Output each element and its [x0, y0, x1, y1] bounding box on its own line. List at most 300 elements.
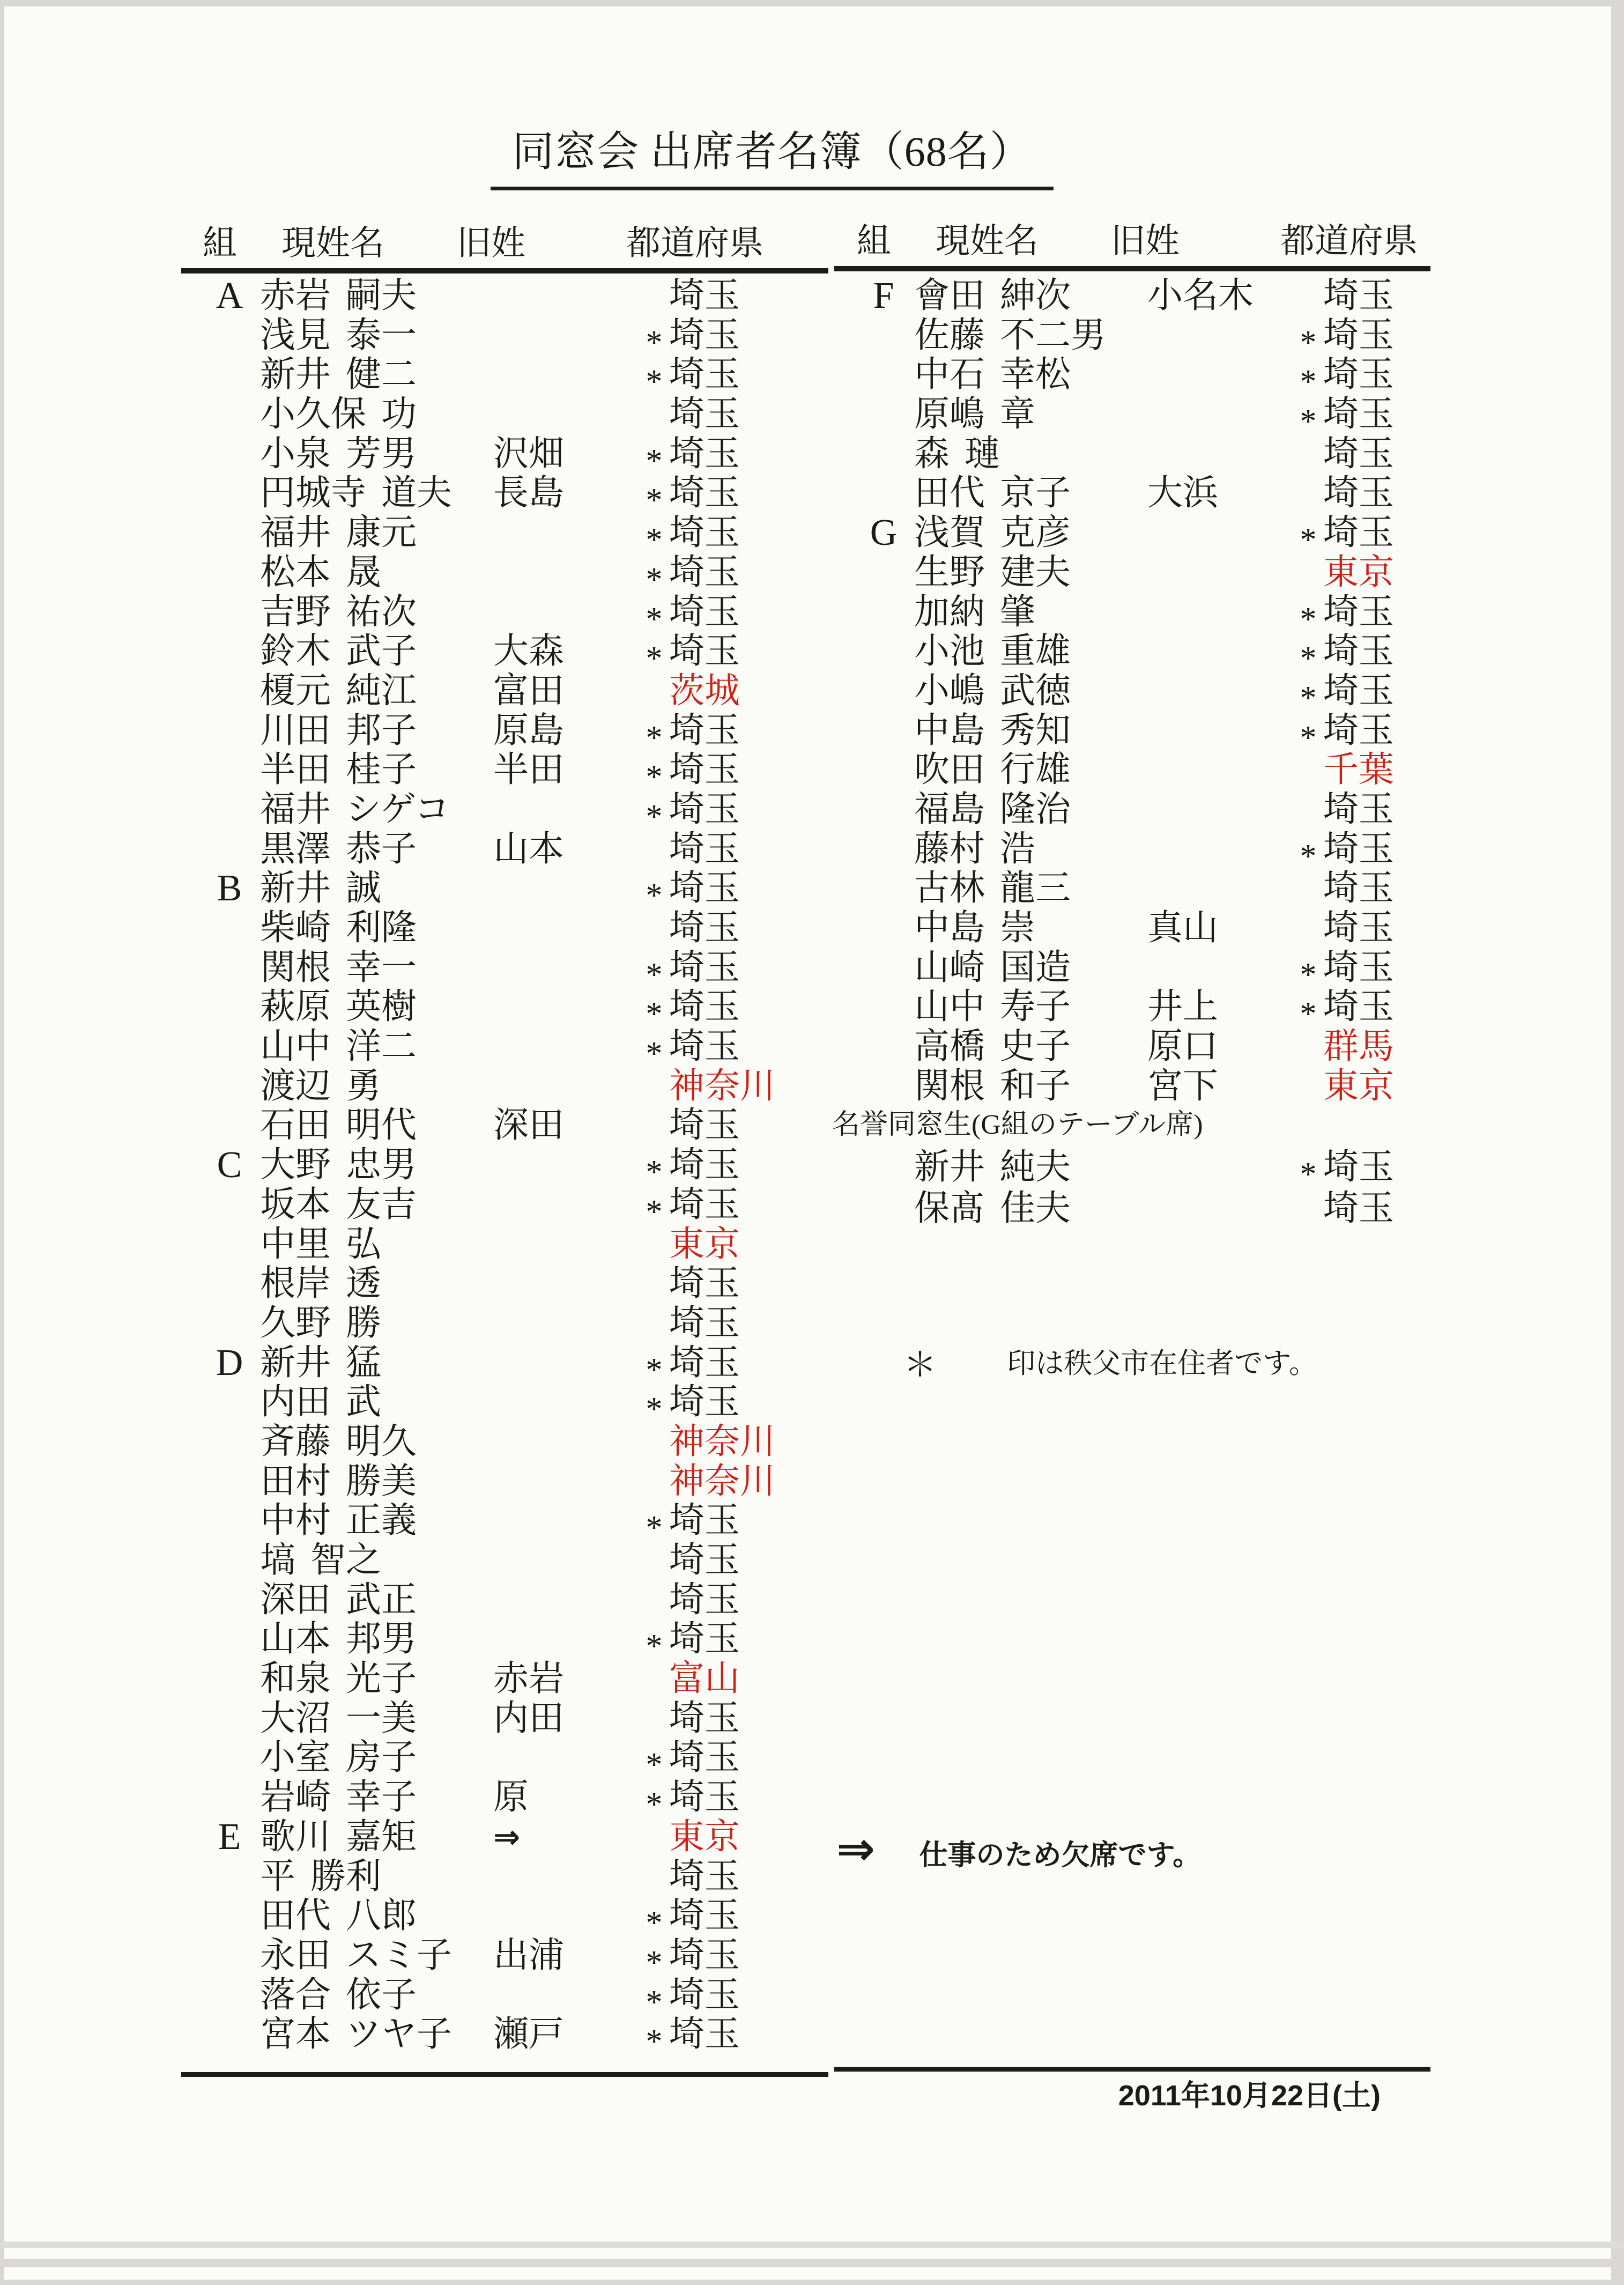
- class-group-letter: E: [218, 1816, 241, 1858]
- member-prefecture: 埼玉: [669, 2015, 740, 2054]
- asterisk-footnote-mark: ＊: [903, 1347, 937, 1384]
- class-group-letter: B: [217, 868, 242, 909]
- member-maiden-name: 原口: [1147, 1027, 1218, 1067]
- chichibu-resident-asterisk: *: [646, 482, 663, 519]
- member-prefecture: 埼玉: [669, 1698, 740, 1738]
- member-surname: 山本: [260, 1620, 331, 1659]
- member-surname: 原嶋: [914, 395, 985, 434]
- header-current-name: 現姓名: [281, 224, 384, 262]
- member-name: [914, 276, 1071, 316]
- member-row: [182, 711, 879, 756]
- member-given-name: 和子: [1000, 1066, 1071, 1106]
- member-maiden-name: 原島: [493, 711, 564, 750]
- member-prefecture: 埼玉: [1323, 355, 1394, 395]
- member-name: [914, 948, 1071, 988]
- chichibu-resident-asterisk: *: [1300, 719, 1317, 756]
- member-given-name: 武: [346, 1382, 381, 1422]
- member-name: [260, 711, 417, 751]
- member-prefecture: 埼玉: [669, 987, 740, 1027]
- member-row: [182, 671, 879, 711]
- member-prefecture: 東京: [1323, 1066, 1394, 1106]
- member-surname: 塙: [260, 1541, 295, 1580]
- member-name: [914, 908, 1035, 948]
- chichibu-resident-asterisk: *: [646, 877, 663, 914]
- member-surname: 小池: [914, 632, 985, 671]
- right-attendee-table: [836, 276, 1533, 1106]
- member-given-name: 祐次: [346, 592, 417, 632]
- member-given-name: 佳夫: [1000, 1189, 1071, 1228]
- member-prefecture: 埼玉: [1323, 513, 1394, 553]
- member-prefecture: 神奈川: [669, 1422, 775, 1461]
- member-maiden-name: 沢畑: [493, 434, 564, 474]
- member-row: [182, 948, 879, 993]
- member-row: [836, 671, 1533, 716]
- member-given-name: 秀知: [1000, 711, 1071, 750]
- member-given-name: 晟: [346, 552, 381, 592]
- member-prefecture: 埼玉: [669, 1145, 740, 1185]
- member-given-name: 誠: [346, 869, 381, 908]
- member-name: [260, 1462, 417, 1502]
- left-table-header: [182, 222, 828, 265]
- scan-edge-left: [0, 0, 4, 2285]
- member-given-name: 重雄: [1000, 632, 1071, 671]
- member-name: [260, 1817, 417, 1857]
- member-name: [260, 1738, 417, 1778]
- member-given-name: 邦子: [346, 711, 417, 750]
- member-prefecture: 埼玉: [669, 395, 740, 434]
- member-row: [182, 868, 879, 914]
- member-given-name: 勇: [346, 1066, 381, 1106]
- member-name: [914, 1067, 1071, 1106]
- member-prefecture: 埼玉: [669, 592, 740, 632]
- member-surname: 福井: [260, 789, 331, 829]
- member-name: [914, 711, 1071, 751]
- member-prefecture: 神奈川: [669, 1066, 775, 1106]
- member-prefecture: 埼玉: [669, 434, 740, 474]
- member-given-name: 依子: [346, 1975, 417, 2015]
- member-row: [836, 315, 1533, 361]
- member-name: [260, 434, 417, 474]
- scan-edge-right: [1611, 0, 1624, 2285]
- member-row: [182, 1462, 879, 1502]
- member-surname: 落合: [260, 1975, 331, 2015]
- member-given-name: 邦男: [346, 1620, 417, 1659]
- member-prefecture: 埼玉: [1323, 315, 1394, 355]
- member-surname: 坂本: [260, 1185, 331, 1224]
- member-row: [182, 750, 879, 796]
- class-group-letter: D: [216, 1342, 243, 1384]
- member-row: [182, 1778, 879, 1823]
- member-row: [182, 1067, 879, 1106]
- member-prefecture: 千葉: [1323, 750, 1394, 790]
- member-prefecture: 埼玉: [669, 1382, 740, 1422]
- member-surname: 加納: [914, 592, 985, 632]
- member-row: [182, 1896, 879, 1942]
- member-surname: 松本: [260, 552, 331, 592]
- header-current-name: 現姓名: [936, 222, 1039, 260]
- member-given-name: 幸子: [346, 1778, 417, 1817]
- member-maiden-name: 小名木: [1147, 276, 1254, 315]
- member-surname: 吉野: [260, 592, 331, 632]
- member-surname: 渡辺: [260, 1066, 331, 1106]
- member-row: [182, 1264, 879, 1304]
- member-surname: 大沼: [260, 1698, 331, 1738]
- title-wrap: [466, 128, 1078, 190]
- member-prefecture: 群馬: [1323, 1027, 1394, 1067]
- member-given-name: 功: [381, 395, 417, 434]
- right-table-bottom-rule: [834, 2067, 1430, 2072]
- member-given-name: 克彦: [1000, 513, 1071, 553]
- member-given-name: スミ子: [346, 1935, 452, 1975]
- member-prefecture: 埼玉: [1323, 671, 1394, 711]
- member-surname: 小嶋: [914, 671, 985, 711]
- member-prefecture: 埼玉: [1323, 789, 1394, 829]
- member-given-name: 泰一: [346, 315, 417, 355]
- header-group: 組: [857, 222, 891, 260]
- member-name: [260, 908, 417, 948]
- header-group: 組: [203, 224, 237, 262]
- member-name: [914, 1148, 1071, 1187]
- member-name: [260, 355, 417, 395]
- member-prefecture: 埼玉: [669, 869, 740, 908]
- member-given-name: 八郎: [346, 1896, 417, 1936]
- member-maiden-name: ⇒: [493, 1818, 521, 1855]
- member-row: [182, 1857, 879, 1897]
- member-surname: 古林: [914, 869, 985, 908]
- member-given-name: 利隆: [346, 908, 417, 948]
- member-row: [836, 1189, 1533, 1230]
- member-prefecture: 埼玉: [1323, 632, 1394, 671]
- chichibu-resident-asterisk: *: [646, 1747, 663, 1784]
- member-name: [914, 987, 1071, 1027]
- member-prefecture: 東京: [669, 1817, 740, 1857]
- member-surname: 川田: [260, 711, 331, 750]
- chichibu-resident-asterisk: *: [646, 996, 663, 1033]
- member-name: [914, 869, 1071, 908]
- member-prefecture: 埼玉: [669, 1975, 740, 2015]
- member-name: [260, 1343, 381, 1383]
- member-surname: 柴崎: [260, 908, 331, 948]
- member-prefecture: 埼玉: [669, 474, 740, 513]
- member-surname: 新井: [914, 1148, 985, 1187]
- member-maiden-name: 宮下: [1147, 1066, 1218, 1106]
- member-prefecture: 埼玉: [669, 355, 740, 395]
- member-given-name: 崇: [1000, 908, 1035, 948]
- member-row: [836, 276, 1533, 316]
- member-maiden-name: 山本: [493, 829, 564, 869]
- member-surname: 吹田: [914, 750, 985, 790]
- member-surname: 半田: [260, 750, 331, 790]
- chichibu-resident-asterisk: *: [1300, 364, 1317, 401]
- member-name: [260, 790, 450, 830]
- member-row: [836, 750, 1533, 790]
- member-row: [836, 512, 1533, 559]
- chichibu-resident-asterisk: *: [1300, 522, 1317, 559]
- document-date: 2011年10月22日(土): [1118, 2080, 1381, 2112]
- member-given-name: 康元: [346, 513, 417, 553]
- member-name: [914, 632, 1071, 671]
- member-prefecture: 埼玉: [1323, 592, 1394, 632]
- member-prefecture: 埼玉: [669, 1185, 740, 1224]
- member-row: [182, 1185, 879, 1230]
- member-surname: 保髙: [914, 1189, 985, 1228]
- chichibu-resident-asterisk: *: [1300, 601, 1317, 638]
- member-surname: 山中: [914, 987, 985, 1027]
- member-name: [914, 395, 1035, 434]
- member-given-name: 道夫: [381, 474, 452, 513]
- member-surname: 田代: [260, 1896, 331, 1936]
- member-row: [182, 434, 879, 479]
- header-maiden-name: 旧姓: [1111, 222, 1180, 260]
- member-surname: 内田: [260, 1382, 331, 1422]
- member-name: [914, 1189, 1071, 1229]
- chichibu-resident-asterisk: *: [1300, 640, 1317, 677]
- chichibu-resident-asterisk: *: [646, 1786, 663, 1823]
- member-prefecture: 埼玉: [669, 632, 740, 671]
- member-surname: 山崎: [914, 948, 985, 987]
- member-surname: 赤岩: [260, 276, 331, 315]
- member-row: [836, 948, 1533, 993]
- member-maiden-name: 富田: [493, 671, 564, 711]
- member-surname: 宮本: [260, 2015, 331, 2054]
- member-maiden-name: 出浦: [493, 1935, 564, 1975]
- member-maiden-name: 内田: [493, 1698, 564, 1738]
- member-name: [914, 513, 1071, 553]
- chichibu-resident-asterisk: *: [646, 601, 663, 638]
- member-row: [836, 908, 1533, 948]
- member-given-name: 純夫: [1000, 1148, 1071, 1187]
- member-row: [182, 474, 879, 519]
- member-surname: 田村: [260, 1461, 331, 1501]
- member-prefecture: 埼玉: [1323, 395, 1394, 434]
- chichibu-resident-asterisk: *: [646, 364, 663, 401]
- scan-artifact-bar: [0, 2242, 1624, 2248]
- chichibu-resident-asterisk: *: [646, 561, 663, 598]
- member-given-name: 龍三: [1000, 869, 1071, 908]
- member-name: [914, 1027, 1071, 1067]
- member-surname: 藤村: [914, 829, 985, 869]
- member-name: [260, 1620, 417, 1659]
- member-prefecture: 埼玉: [669, 789, 740, 829]
- member-row: [182, 1342, 879, 1388]
- chichibu-resident-asterisk: *: [1300, 1156, 1317, 1193]
- member-row: [182, 1580, 879, 1620]
- member-given-name: シゲコ: [346, 789, 450, 829]
- member-name: [260, 1659, 417, 1699]
- member-given-name: 幸松: [1000, 355, 1071, 395]
- chichibu-resident-asterisk: *: [646, 719, 663, 756]
- member-row: [836, 829, 1533, 875]
- member-name: [914, 355, 1071, 395]
- member-given-name: 友吉: [346, 1185, 417, 1224]
- member-surname: 新井: [260, 869, 331, 908]
- member-row: [182, 1144, 879, 1191]
- member-row: [182, 1817, 879, 1857]
- member-prefecture: 埼玉: [669, 1738, 740, 1778]
- chichibu-resident-asterisk: *: [646, 1193, 663, 1230]
- arrow-footnote-mark: ⇒: [836, 1823, 876, 1875]
- member-prefecture: 埼玉: [669, 1935, 740, 1975]
- member-prefecture: 神奈川: [669, 1461, 775, 1501]
- header-prefecture: 都道府県: [626, 224, 763, 262]
- chichibu-resident-asterisk: *: [646, 759, 663, 796]
- member-prefecture: 埼玉: [1323, 908, 1394, 948]
- member-prefecture: 埼玉: [1323, 829, 1394, 869]
- chichibu-resident-asterisk: *: [646, 522, 663, 559]
- member-given-name: 璉: [965, 434, 1000, 474]
- member-name: [260, 948, 417, 988]
- member-given-name: 寿子: [1000, 987, 1071, 1027]
- member-row: [836, 592, 1533, 638]
- member-maiden-name: 真山: [1147, 908, 1218, 948]
- member-row: [182, 1699, 879, 1739]
- member-prefecture: 埼玉: [669, 552, 740, 592]
- member-surname: 新井: [260, 1343, 331, 1382]
- left-attendee-table: [182, 275, 879, 2060]
- member-maiden-name: 大浜: [1147, 474, 1218, 513]
- class-group-letter: A: [216, 275, 243, 316]
- member-name: [260, 1067, 381, 1106]
- member-prefecture: 埼玉: [1323, 711, 1394, 750]
- member-given-name: 桂子: [346, 750, 417, 790]
- member-given-name: 芳男: [346, 434, 417, 474]
- chichibu-resident-asterisk: *: [646, 1628, 663, 1665]
- member-name: [260, 1225, 381, 1264]
- member-row: [182, 513, 879, 559]
- member-name: [260, 632, 417, 671]
- chichibu-resident-asterisk: *: [646, 1036, 663, 1073]
- member-row: [836, 355, 1533, 401]
- member-prefecture: 埼玉: [669, 1343, 740, 1382]
- member-name: [914, 474, 1071, 513]
- chichibu-resident-asterisk: *: [646, 798, 663, 835]
- member-surname: 佐藤: [914, 315, 985, 355]
- member-given-name: 忠男: [346, 1145, 417, 1185]
- member-row: [836, 987, 1533, 1033]
- member-surname: 中石: [914, 355, 985, 395]
- member-surname: 大野: [260, 1145, 331, 1185]
- member-name: [914, 790, 1071, 830]
- member-prefecture: 埼玉: [669, 1106, 740, 1145]
- member-name: [260, 593, 417, 632]
- member-row: [182, 315, 879, 361]
- member-surname: 榎元: [260, 671, 331, 711]
- member-row: [836, 1027, 1533, 1067]
- member-row: [182, 1382, 879, 1428]
- member-surname: 福島: [914, 789, 985, 829]
- member-surname: 小室: [260, 1738, 331, 1778]
- member-row: [182, 1422, 879, 1462]
- member-row: [836, 553, 1533, 593]
- member-name: [260, 513, 417, 553]
- header-prefecture: 都道府県: [1280, 222, 1418, 260]
- member-row: [182, 2015, 879, 2060]
- member-surname: 中島: [914, 711, 985, 750]
- member-surname: 和泉: [260, 1659, 331, 1699]
- chichibu-resident-asterisk: *: [646, 640, 663, 677]
- member-row: [182, 1027, 879, 1073]
- chichibu-resident-asterisk: *: [646, 1944, 663, 1981]
- honorary-alumni-table: [836, 1148, 1533, 1230]
- absence-footnote-text: 仕事のため欠席です。: [919, 1839, 1202, 1871]
- member-given-name: 章: [1000, 395, 1035, 434]
- member-name: [260, 750, 417, 790]
- member-given-name: 武徳: [1000, 671, 1071, 711]
- member-surname: 高橋: [914, 1027, 985, 1067]
- member-name: [914, 316, 1106, 356]
- member-surname: 小久保: [260, 395, 366, 434]
- member-name: [260, 1304, 381, 1343]
- member-name: [260, 1580, 417, 1620]
- member-given-name: 恭子: [346, 829, 417, 869]
- member-maiden-name: 大森: [493, 632, 564, 671]
- member-name: [260, 1027, 417, 1067]
- member-name: [260, 1185, 417, 1225]
- member-maiden-name: 長島: [493, 474, 564, 513]
- member-given-name: 一美: [346, 1698, 417, 1738]
- member-row: [836, 869, 1533, 908]
- member-row: [182, 789, 879, 835]
- member-surname: 山中: [260, 1027, 331, 1067]
- member-row: [836, 711, 1533, 756]
- member-row: [182, 1620, 879, 1665]
- member-prefecture: 埼玉: [1323, 948, 1394, 987]
- member-given-name: 英樹: [346, 987, 417, 1027]
- chichibu-resident-asterisk: *: [646, 2023, 663, 2060]
- member-given-name: 勝利: [310, 1857, 381, 1896]
- right-table-header-rule: [834, 266, 1430, 271]
- member-surname: 関根: [914, 1066, 985, 1106]
- member-given-name: 透: [346, 1264, 381, 1304]
- member-prefecture: 東京: [1323, 552, 1394, 592]
- chichibu-resident-asterisk: *: [1300, 956, 1317, 993]
- member-given-name: 武正: [346, 1580, 417, 1620]
- member-row: [182, 1975, 879, 2021]
- member-surname: 石田: [260, 1106, 331, 1145]
- member-given-name: 嘉矩: [346, 1817, 417, 1857]
- class-group-letter: F: [873, 275, 894, 316]
- member-row: [182, 908, 879, 948]
- member-prefecture: 埼玉: [1323, 1189, 1394, 1228]
- member-given-name: 京子: [1000, 474, 1071, 513]
- member-name: [260, 1106, 417, 1145]
- member-surname: 斉藤: [260, 1422, 331, 1461]
- member-surname: 円城寺: [260, 474, 366, 513]
- chichibu-resident-asterisk: *: [646, 1391, 663, 1428]
- member-prefecture: 埼玉: [669, 1620, 740, 1659]
- member-row: [182, 1541, 879, 1580]
- chichibu-resident-asterisk: *: [1300, 838, 1317, 875]
- page-title: 同窓会 出席者名簿（68名）: [491, 128, 1054, 190]
- member-given-name: 房子: [346, 1738, 417, 1778]
- member-prefecture: 富山: [669, 1659, 740, 1699]
- chichibu-resident-asterisk: *: [646, 442, 663, 479]
- member-name: [260, 1541, 381, 1580]
- member-prefecture: 埼玉: [669, 750, 740, 790]
- member-row: [182, 1738, 879, 1784]
- member-given-name: 光子: [346, 1659, 417, 1699]
- member-surname: 浅賀: [914, 513, 985, 553]
- member-surname: 平: [260, 1857, 295, 1896]
- member-given-name: 建夫: [1000, 552, 1071, 592]
- member-row: [182, 1935, 879, 1981]
- member-prefecture: 埼玉: [669, 513, 740, 553]
- member-row: [836, 632, 1533, 677]
- member-name: [914, 830, 1035, 869]
- member-prefecture: 埼玉: [669, 315, 740, 355]
- member-name: [914, 750, 1071, 790]
- member-given-name: 猛: [346, 1343, 381, 1382]
